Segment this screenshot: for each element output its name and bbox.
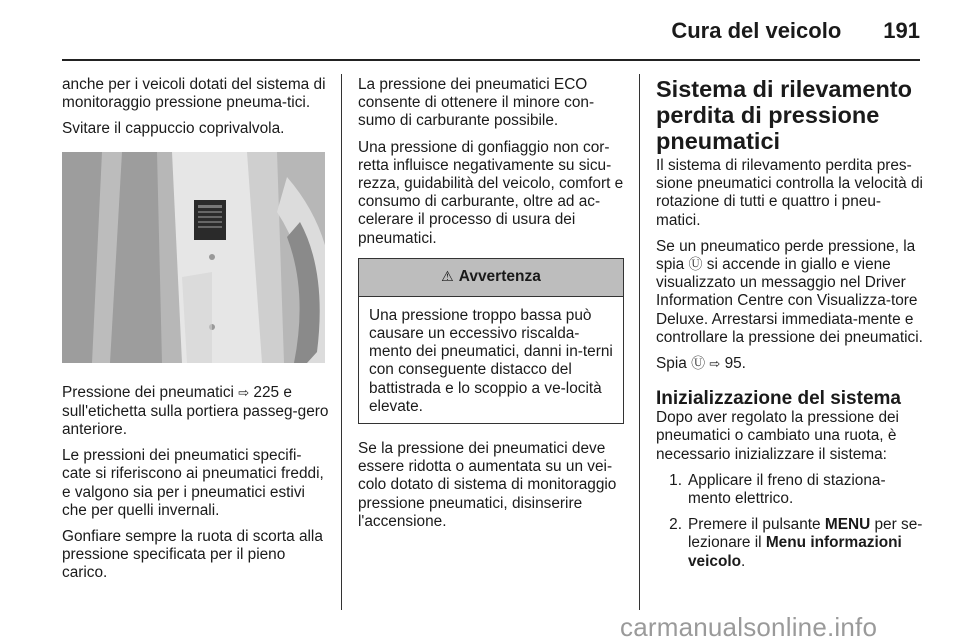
watermark: carmanualsonline.info bbox=[620, 612, 878, 642]
paragraph: Pressione dei pneumatici ⇨ 225 e sull'etichetta sulla portiera passeg-gero anteriore. bbox=[62, 383, 329, 439]
header-rule bbox=[62, 59, 920, 61]
list-item bbox=[656, 472, 924, 508]
warning-text: Una pressione troppo bassa può causare un eccessivo riscalda-mento dei pneumatici, danni in-terni con conseguente distacco del battistrada e lo scoppio a ve-locità elevate. bbox=[369, 306, 613, 415]
step-text: Premere il pulsante MENU per se-lezionare il Menu informazioni veicolo. bbox=[688, 516, 923, 570]
steps-list bbox=[656, 472, 924, 571]
warning-header bbox=[359, 259, 623, 297]
page-reference[interactable]: 225 bbox=[253, 383, 280, 401]
paragraph: Gonfiare sempre la ruota di scorta alla pressione specificata per il pieno carico. bbox=[62, 528, 323, 582]
paragraph: La pressione dei pneumatici ECO consente di ottenere il minore con-sumo di carburante possibile. bbox=[358, 76, 595, 130]
page-number: 191 bbox=[883, 18, 920, 43]
paragraph: Se un pneumatico perde pressione, la spia Ⓤ si accende in giallo e viene visualizzato un messaggio nel Driver Information Centre con Visualizza-tore Deluxe. Arrestarsi immediata-mente e controllare la pressione dei pneumatici. bbox=[656, 237, 923, 346]
warning-title: Avvertenza bbox=[458, 268, 541, 286]
step-number: 2. bbox=[669, 516, 682, 534]
reference-arrow-icon: ⇨ bbox=[238, 385, 250, 401]
column-divider-1 bbox=[341, 74, 342, 610]
section-heading: Sistema di rilevamento perdita di pressione pneumatici bbox=[656, 76, 912, 154]
reference-arrow-icon: ⇨ bbox=[709, 357, 721, 373]
paragraph: Se la pressione dei pneumatici deve essere ridotta o aumentata su un vei-colo dotato di sistema di monitoraggio pressione pneumatici, disinserire l'accensione. bbox=[358, 440, 617, 530]
warning-triangle-icon: ⚠ bbox=[441, 269, 454, 286]
paragraph: Le pressioni dei pneumatici specifi-cate si riferiscono ai pneumatici freddi, e valgono sia per i pneumatici estivi che per quelli invernali. bbox=[62, 447, 324, 519]
tyre-pressure-warning-icon: Ⓤ bbox=[691, 356, 706, 373]
page-reference[interactable]: 95. bbox=[724, 355, 746, 373]
page-header bbox=[0, 14, 920, 48]
paragraph: Dopo aver regolato la pressione dei pneumatici o cambiato una ruota, è necessario inizializzare il sistema: bbox=[656, 409, 899, 463]
section-title: Cura del veicolo bbox=[671, 18, 842, 43]
step-text: Applicare il freno di staziona-mento elettrico. bbox=[688, 471, 886, 508]
column-2 bbox=[358, 76, 624, 539]
paragraph: anche per i veicoli dotati del sistema di monitoraggio pressione pneuma-tici. bbox=[62, 76, 326, 112]
paragraph: Una pressione di gonfiaggio non cor-retta influisce negativamente su sicu-rezza, guidabilità del veicolo, comfort e consumo di carburante, oltre ad ac-celerare il processo di usura dei pneumatici. bbox=[358, 138, 624, 247]
column-1 bbox=[62, 76, 330, 591]
menu-button-label: MENU bbox=[824, 516, 871, 534]
warning-body bbox=[359, 297, 623, 423]
door-label-photo bbox=[62, 152, 325, 363]
step-number: 1. bbox=[669, 471, 682, 489]
paragraph: Spia Ⓤ ⇨ 95. bbox=[656, 355, 746, 373]
paragraph: Svitare il cappuccio coprivalvola. bbox=[62, 120, 285, 138]
warning-box bbox=[358, 258, 624, 424]
subheading: Inizializzazione del sistema bbox=[656, 388, 901, 410]
list-item bbox=[656, 516, 924, 571]
column-3 bbox=[656, 76, 924, 579]
paragraph: Il sistema di rilevamento perdita pres-sione pneumatici controlla la velocità di rotazione di tutti e quattro i pneu-matici. bbox=[656, 157, 923, 229]
column-divider-2 bbox=[639, 74, 640, 610]
menu-name: Menu informazioni veicolo bbox=[688, 534, 902, 570]
tyre-pressure-warning-icon: Ⓤ bbox=[688, 257, 703, 274]
